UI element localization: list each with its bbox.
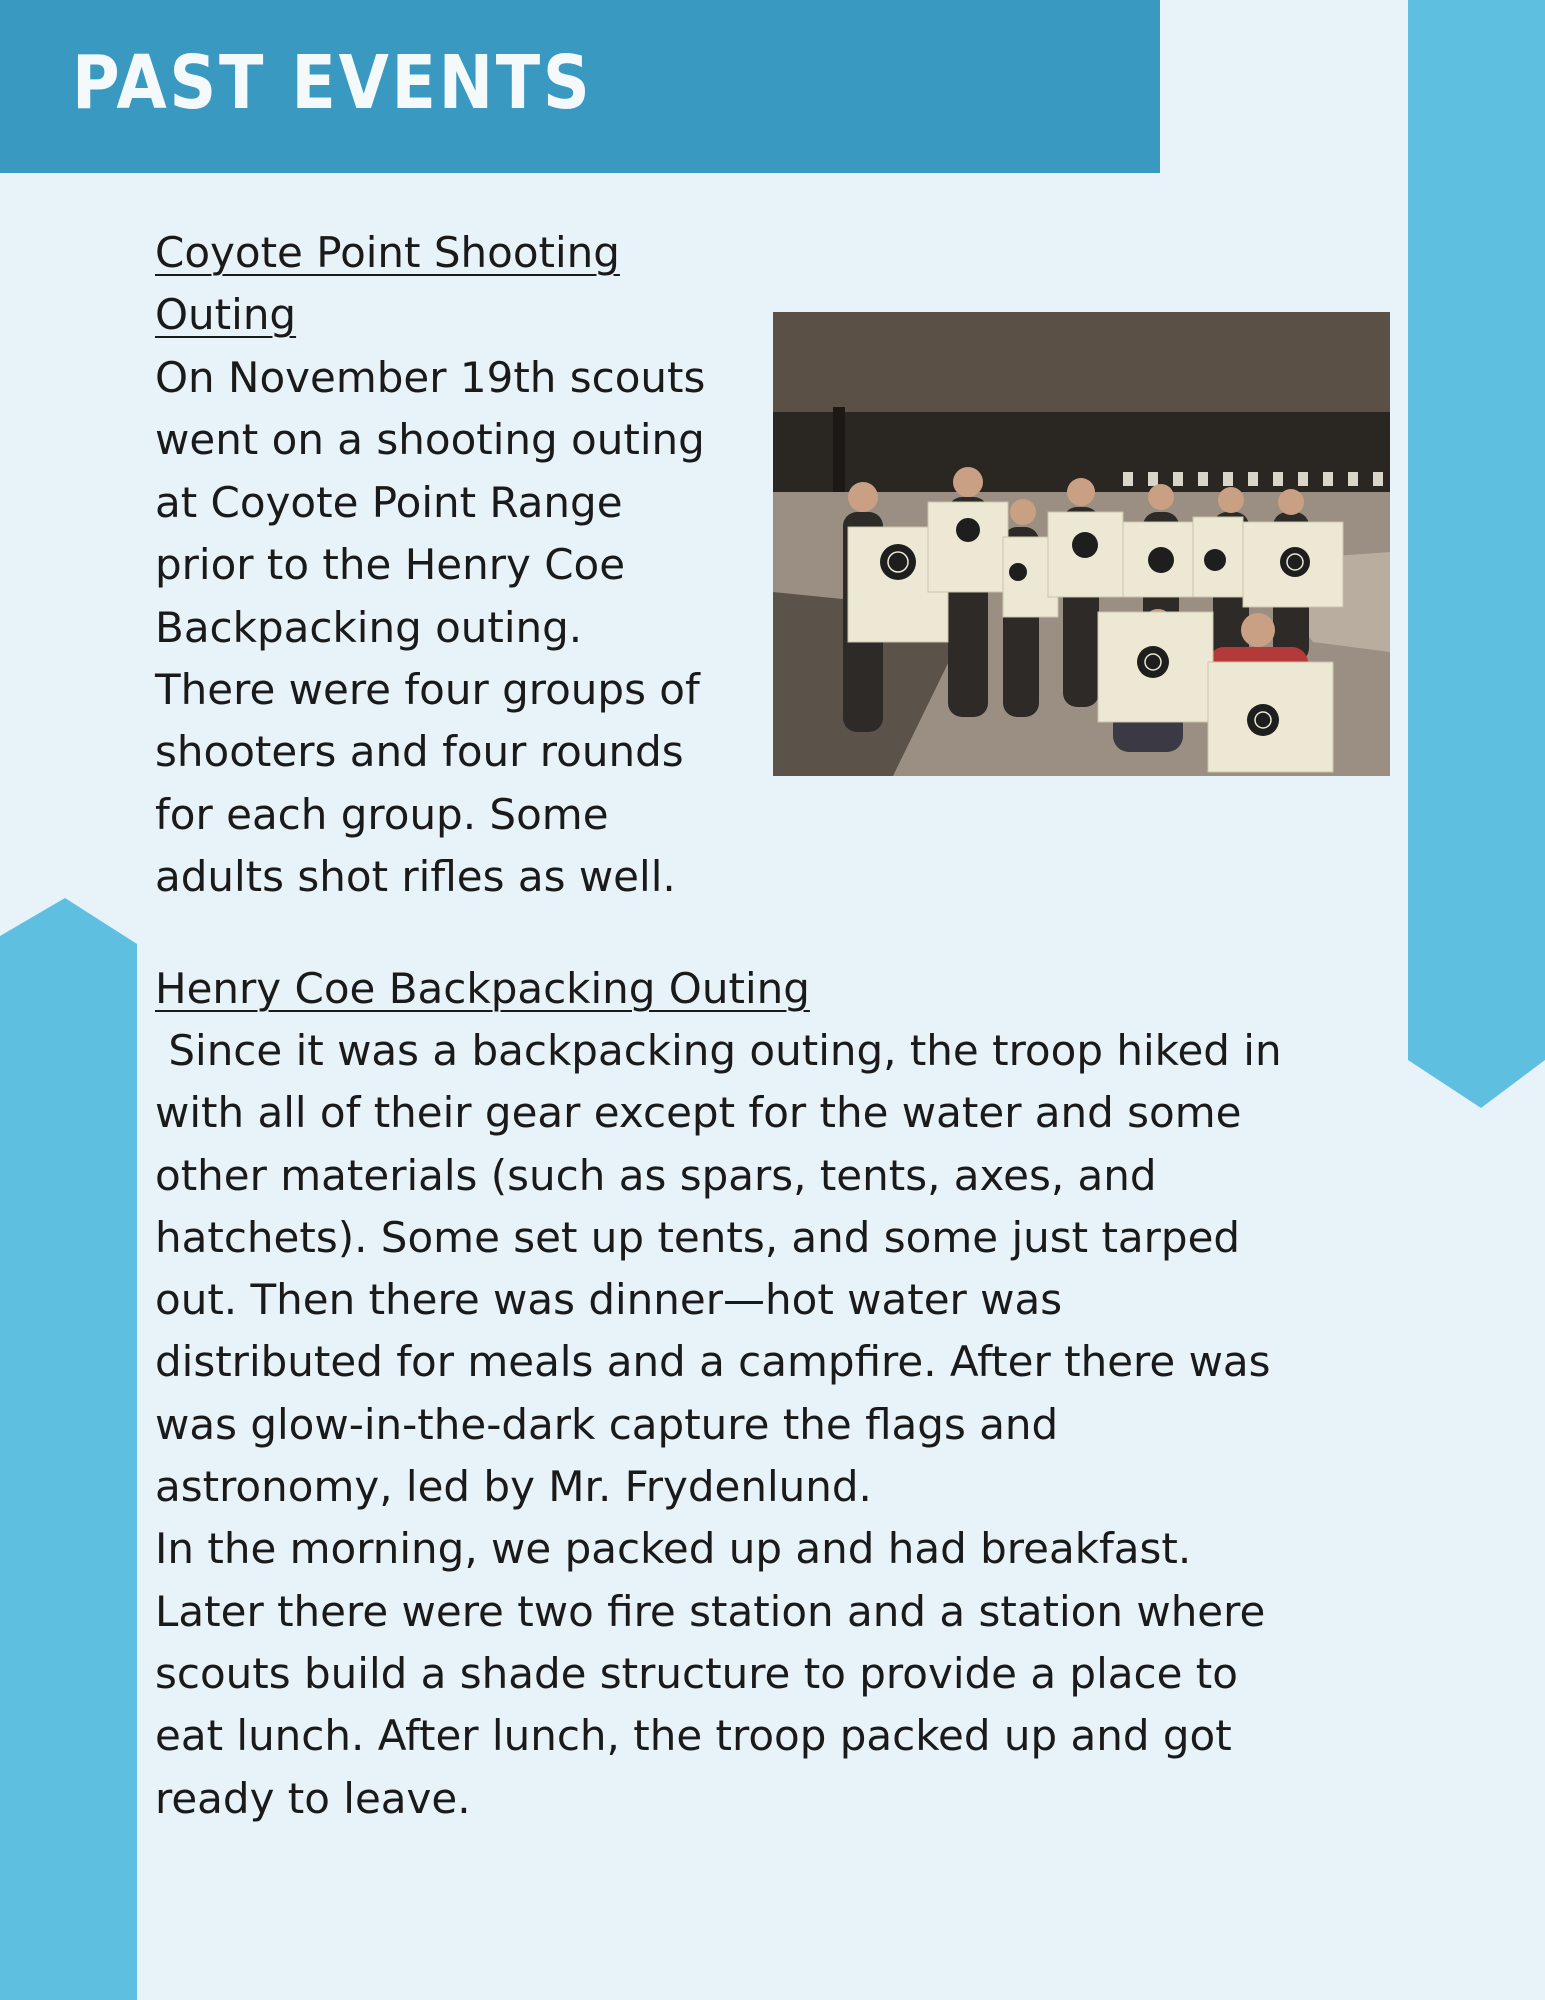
story-body-henry-coe: Since it was a backpacking outing, the troop hiked in with all of their gear except for the water and some other materials (such as spars, tents, axes, and hatchets). Some set up tents, and some just tarped out. Then there was dinner—hot water was distributed for meals and a campfire. After there was was glow-in-the-dark capture the flags and astronomy, led by Mr. Frydenlund. In the morning, we packed up and had breakfast. Later there were two fire station and a station where scouts build a shade structure to provide a place to eat lunch. After lunch, the troop packed up and got ready to leave. — [155, 1026, 1282, 1823]
shooting-range-photo — [773, 312, 1390, 776]
left-ribbon-decoration — [0, 898, 137, 2000]
page-title: PAST EVENTS — [72, 40, 593, 126]
story-body-coyote-point: On November 19th scouts went on a shooting outing at Coyote Point Range prior to the Henry Coe Backpacking outing. There were four groups of shooters and four rounds for each group. Some adults shot rifles as well. — [155, 353, 706, 902]
story-title-coyote-point: Coyote Point Shooting Outing — [155, 228, 620, 339]
story-title-henry-coe: Henry Coe Backpacking Outing — [155, 964, 810, 1013]
right-ribbon-decoration — [1408, 0, 1545, 1108]
